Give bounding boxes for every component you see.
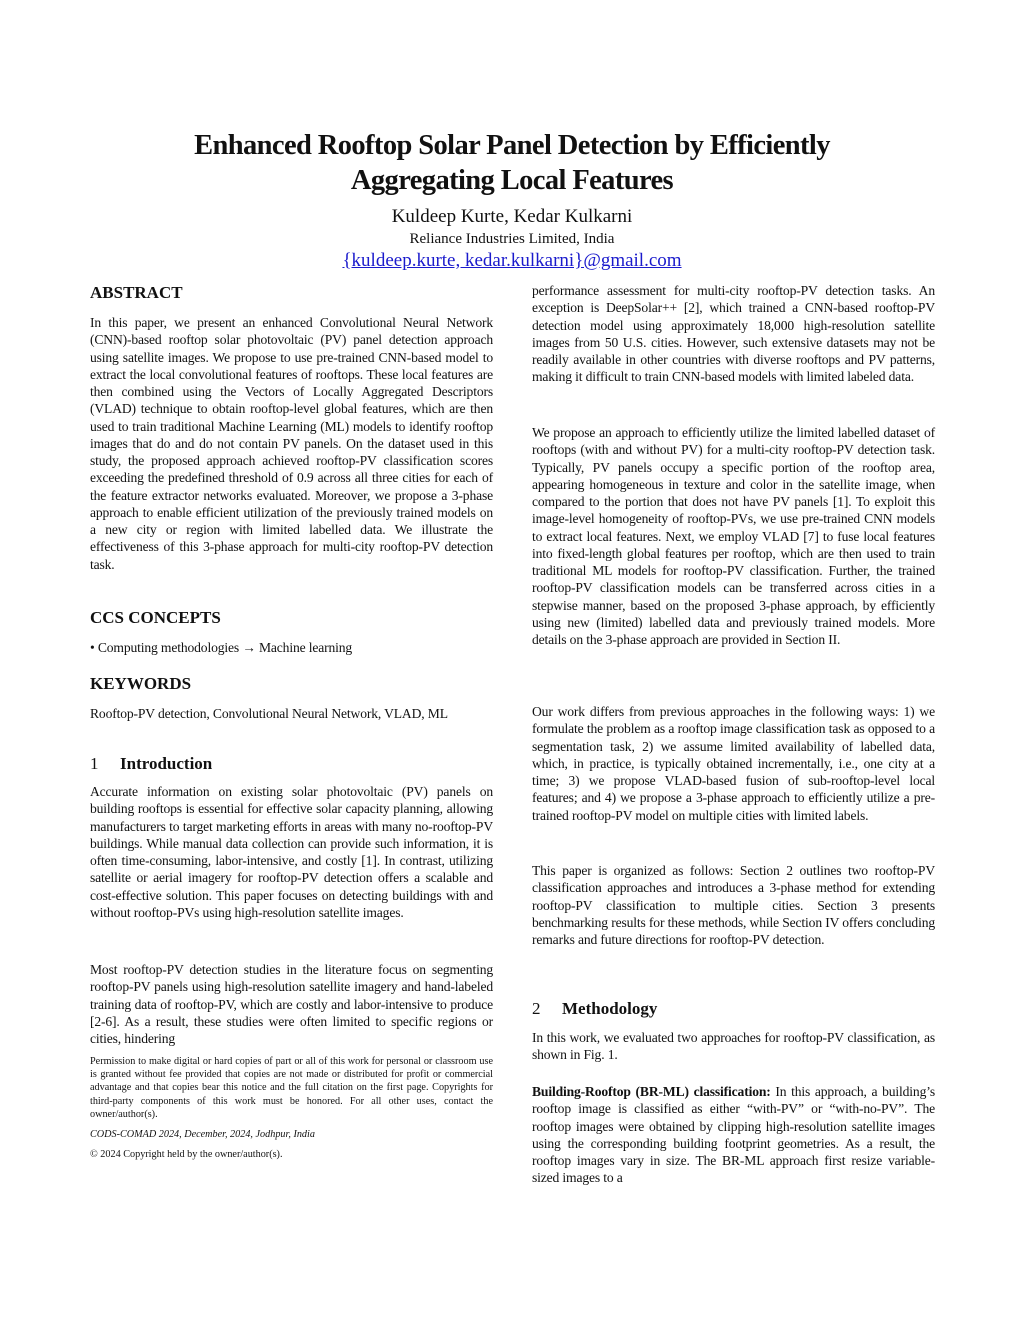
intro-paragraph-2: Most rooftop-PV detection studies in the literature focus on segmenting rooftop-PV panels using high-resolution satellite imagery and hand-labeled training data of rooftop-PV, which are costly and labor-intensive to produce [2-6]. As a result, these studies were often limited to specific regions or cities, hindering: [90, 962, 493, 1046]
methodology-paragraph-1: In this work, we evaluated two approaches for rooftop-PV classification, as shown in Fig. 1.: [532, 1030, 935, 1063]
paragraph-body: In this approach, a building’s rooftop image is classified as either “with-PV” or “with-no-PV”. The rooftop images were obtained by clipping high-resolution satellite images using the corresponding building footprint geometries. As a result, the rooftop images vary in size. The BR-ML approach first resize variable-sized images to a: [532, 1084, 935, 1186]
section-title: Methodology: [562, 999, 658, 1018]
section-title: Introduction: [120, 754, 213, 773]
keywords-heading: KEYWORDS: [90, 674, 192, 693]
intro-paragraph-3: We propose an approach to efficiently utilize the limited labelled dataset of rooftops (with and without PV) for a multi-city rooftop-PV detection task. Typically, PV panels occupy a specific portion of the rooftop area, appearing homogeneous in texture and color in the satellite image, when compared to the portion that does not have PV panels [1]. To exploit this image-level homogeneity of rooftop-PVs, we use pre-trained CNN models to extract local features. Next, we employ VLAD [7] to fuse local features into fixed-length global features per rooftop, which are then used to train traditional ML models for rooftop-PV classification. Further, the trained rooftop-PV classification models can be transferred across cities in a stepwise manner, based on the proposed 3-phase approach, by efficiently using new (limited) labelled data and previously trained models. More details on the 3-phase approach are provided in Section II.: [532, 425, 935, 647]
abstract-text: In this paper, we present an enhanced Convolutional Neural Network (CNN)-based rooftop solar photovoltaic (PV) panel detection approach using satellite images. We propose to use pre-trained CNN-based model to extract the local convolutional features of rooftops. These local features are then combined using the Vectors of Locally Aggregated Descriptors (VLAD) technique to obtain rooftop-level global features, which are then used to train traditional Machine Learning (ML) models to identify rooftop images that do and do not contain PV panels. On the dataset used in this study, the proposed approach achieved rooftop-PV classification scores exceeding the predefined threshold of 0.9 across all three cities for each of the feature extractor networks evaluated. Moreover, we propose a 3-phase approach to enable efficient utilization of the previously trained models on a new city or region with limited labelled data. We illustrate the effectiveness of this 3-phase approach for multi-city rooftop-PV detection task.: [90, 315, 493, 572]
methodology-paragraph-2: [532, 1083, 935, 1187]
section-1-heading: [90, 754, 493, 774]
paragraph-lead: Building-Rooftop (BR-ML) classification:: [532, 1084, 771, 1099]
email-link[interactable]: {kuldeep.kurte, kedar.kulkarni}@gmail.com: [342, 250, 682, 271]
section-2-heading: [532, 999, 935, 1019]
title-line-2: Aggregating Local Features: [350, 165, 674, 196]
keywords-text: Rooftop-PV detection, Convolutional Neural Network, VLAD, ML: [90, 706, 448, 721]
footnote: [90, 1055, 493, 1161]
affiliation: Reliance Industries Limited, India: [409, 231, 615, 247]
intro-paragraph-5: This paper is organized as follows: Section 2 outlines two rooftop-PV classification approaches and introduces a 3-phase method for extending rooftop-PV classification to multiple cities. Section 3 presents benchmarking results for these methods, while Section IV offers concluding remarks and future directions for rooftop-PV detection.: [532, 863, 935, 947]
conference-info: CODS-COMAD 2024, December, 2024, Jodhpur, India: [90, 1129, 315, 1141]
intro-paragraph-4: Our work differs from previous approaches in the following ways: 1) we formulate the problem as a rooftop image classification task as opposed to a segmentation task, 2) we assume limited availability of labelled data, which, in practice, is typically obtained incrementally, i.e., one city at a time; 3) we propose VLAD-based fusion of sub-rooftop-level local features; and 4) we propose a 3-phase approach to efficiently utilize a pre-trained rooftop-PV model on multiple cities with limited labels.: [532, 704, 935, 823]
author-email: [0, 249, 1024, 273]
permission-notice: Permission to make digital or hard copies of part or all of this work for personal or classroom use is granted without fee provided that copies are not made or distributed for profit or commercial advantage and that copies bear this notice and the full citation on the first page. Copyrights for third-party components of this work must be honored. For all other uses, contact the owner/author(s).: [90, 1056, 493, 1120]
title-line-1: Enhanced Rooftop Solar Panel Detection by Efficiently: [194, 130, 830, 161]
authors: Kuldeep Kurte, Kedar Kulkarni: [391, 206, 633, 227]
abstract-heading: ABSTRACT: [90, 283, 183, 302]
ccs-heading: CCS CONCEPTS: [90, 608, 221, 627]
section-number: 2: [532, 999, 541, 1018]
paper-title: [0, 128, 1024, 198]
ccs-text: • Computing methodologies → Machine learning: [90, 640, 353, 655]
intro-paragraph-1: Accurate information on existing solar photovoltaic (PV) panels on building rooftops is essential for effective solar capacity planning, allowing manufacturers to target marketing efforts in areas with many no-rooftop-PV buildings. While manual data collection can provide such information, it is often time-consuming, labor-intensive, and costly [1]. In contrast, utilizing satellite or aerial imagery for rooftop-PV detection offers a scalable and cost-effective solution. This paper focuses on detecting buildings with and without rooftop-PVs using high-resolution satellite images.: [90, 784, 493, 920]
section-number: 1: [90, 754, 99, 773]
copyright-notice: © 2024 Copyright held by the owner/author(s).: [90, 1149, 283, 1161]
intro-paragraph-2-continued: performance assessment for multi-city rooftop-PV detection tasks. An exception is DeepSolar++ [2], which trained a CNN-based rooftop-PV detection model using approximately 18,000 high-resolution satellite images from 50 U.S. cities. However, such extensive datasets may not be readily available in other countries with diverse rooftops and PV patterns, making it difficult to train CNN-based models with limited labeled data.: [532, 283, 935, 385]
